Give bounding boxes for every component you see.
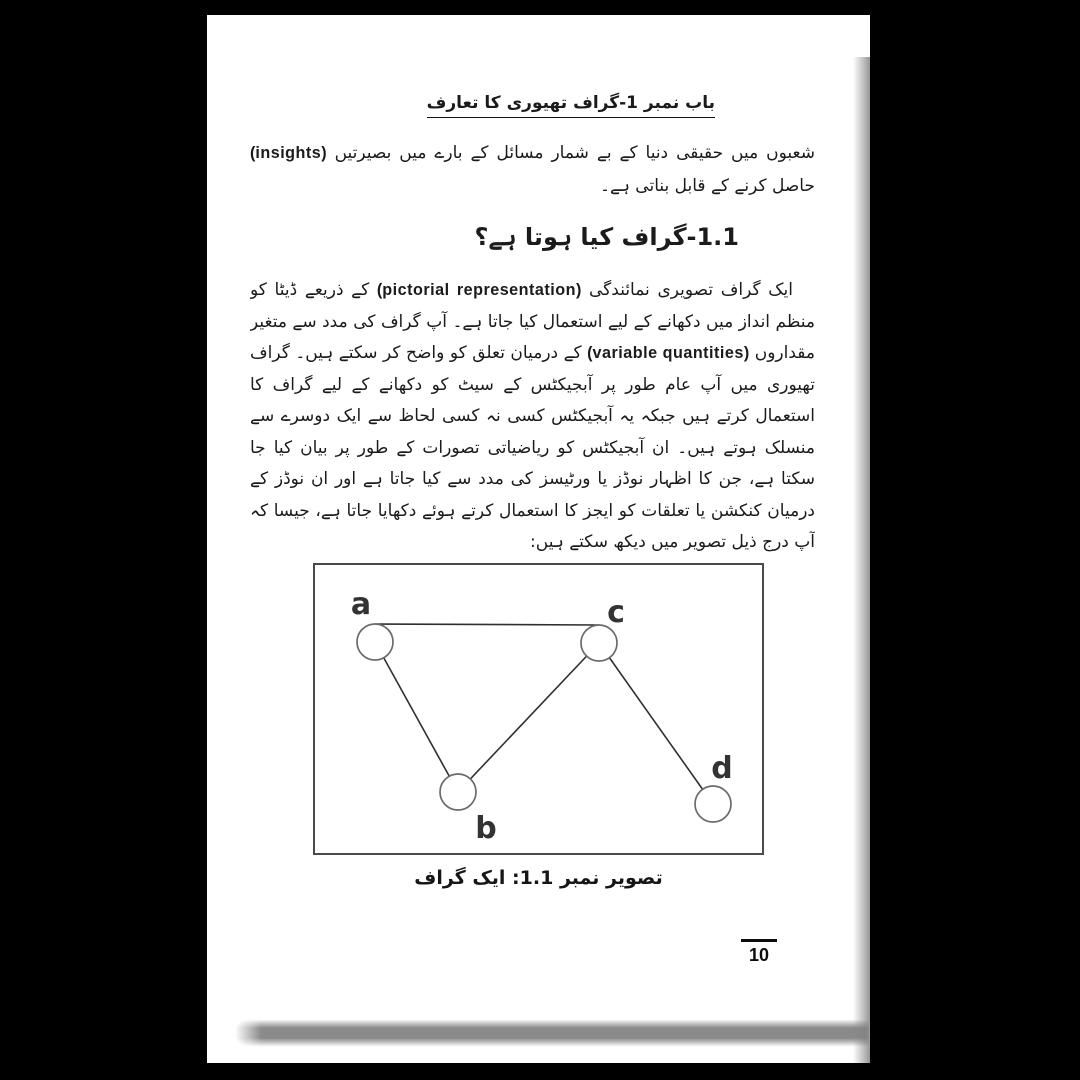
body-paragraph (250, 275, 815, 559)
graph-edge (458, 643, 599, 792)
latin-term: (variable quantities) (587, 344, 750, 362)
latin-term: (pictorial representation) (376, 281, 582, 299)
graph-node-label-d: d (711, 751, 733, 786)
chapter-title: باب نمبر 1-گراف تھیوری کا تعارف (427, 93, 715, 118)
urdu-text: شعبوں میں حقیقی دنیا کے بے شمار مسائل کے بارے میں بصیرتیں (326, 143, 815, 163)
urdu-text: کے درمیان تعلق کو واضح کر سکتے ہیں۔ گراف تھیوری میں آپ عام طور پر آبجیکٹس کے سیٹ کو دکھانے کے لیے گراف کا استعمال کرتے ہیں جبکہ یہ آبجیکٹس کسی نہ کسی لحاظ سے ایک دوسرے سے منسلک ہوتے ہیں۔ ان آبجیکٹس کو ریاضیاتی تصورات کے طور پر بیان کیا جا سکتا ہے، جن کا اظہار نوڈز یا ورٹیسز کی مدد سے کیا جاتا ہے اور ان نوڈز کے درمیان کنکشن یا تعلقات کو ایجز کا استعمال کرتے ہوئے دکھایا جاتا ہے، جیسا کہ آپ درج ذیل تصویر میں دیکھ سکتے ہیں: (250, 343, 815, 552)
chapter-header (250, 93, 815, 118)
figure-box (313, 563, 764, 855)
section-heading-text: 1.1-گراف کیا ہوتا ہے؟ (474, 223, 739, 251)
graph-node-d (695, 786, 731, 822)
graph-node-label-a: a (350, 587, 372, 622)
urdu-text: حاصل کرنے کے قابل بناتی ہے۔ (600, 176, 815, 196)
graph-node-b (440, 774, 476, 810)
graph-node-c (581, 625, 617, 661)
graph-diagram (315, 565, 762, 853)
page-number: 10 (748, 945, 770, 965)
graph-node-label-c: c (607, 595, 625, 630)
graph-node-label-b: b (475, 811, 497, 846)
latin-term: (insights) (250, 144, 327, 162)
graph-edge (375, 624, 599, 625)
page-number-block (741, 939, 777, 966)
urdu-text: کے ذریعے ڈیٹا کو منظم انداز میں دکھانے کے لیے استعمال کیا جاتا ہے۔ آپ گراف کی مدد سے متغیر مقداروں (250, 280, 815, 363)
book-page (207, 15, 870, 1063)
urdu-text: ایک گراف تصویری نمائندگی (581, 280, 793, 300)
section-heading (250, 223, 815, 251)
page-edge-shadow (853, 57, 870, 1063)
graph-edge (375, 642, 458, 792)
graph-node-a (357, 624, 393, 660)
graph-edge (599, 643, 713, 804)
intro-paragraph (250, 137, 815, 203)
page-curl-shadow (235, 1019, 869, 1047)
figure-caption: تصویر نمبر 1.1: ایک گراف (414, 867, 663, 889)
